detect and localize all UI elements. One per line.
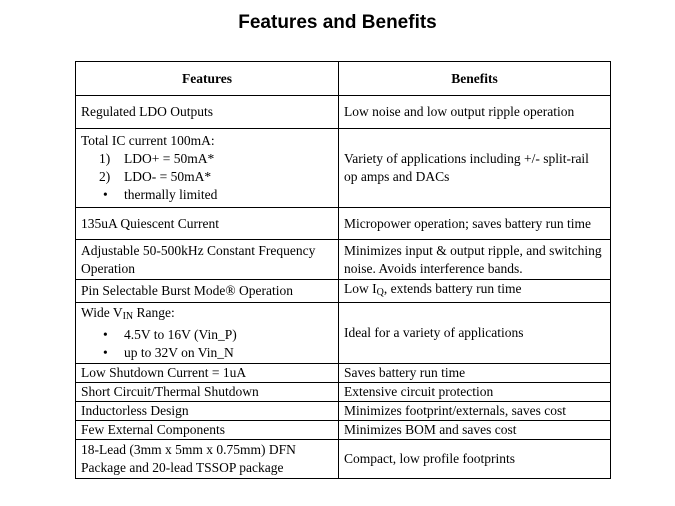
benefit-cell: Low noise and low output ripple operation: [339, 96, 611, 129]
feature-cell: [76, 303, 339, 364]
feature-cell: [76, 129, 339, 208]
benefit-text: Low I: [344, 281, 377, 296]
table-row: [76, 402, 611, 421]
table-row: [76, 240, 611, 280]
benefit-cell: Minimizes footprint/externals, saves cost: [339, 402, 611, 421]
feature-cell: Pin Selectable Burst Mode® Operation: [76, 280, 339, 303]
features-header: Features: [76, 62, 339, 96]
feature-cell: Adjustable 50-500kHz Constant Frequency Operation: [76, 240, 339, 280]
benefits-header: Benefits: [339, 62, 611, 96]
list-item: [81, 186, 333, 204]
feature-cell: Regulated LDO Outputs: [76, 96, 339, 129]
list-item: [81, 150, 333, 168]
feature-cell: 135uA Quiescent Current: [76, 208, 339, 240]
table-header-row: [76, 62, 611, 96]
page-title: Features and Benefits: [238, 12, 437, 33]
table-row: [76, 364, 611, 383]
feature-text: Total IC current 100mA:: [81, 133, 215, 148]
list-item-text: up to 32V on Vin_N: [124, 345, 234, 360]
list-item: [81, 168, 333, 186]
benefit-cell: Saves battery run time: [339, 364, 611, 383]
feature-text: [81, 304, 333, 326]
bullet-icon: •: [103, 187, 108, 202]
benefit-cell: Minimizes BOM and saves cost: [339, 421, 611, 440]
benefit-cell: Micropower operation; saves battery run time: [339, 208, 611, 240]
list-item: [81, 326, 333, 344]
bullet-icon: •: [103, 327, 108, 342]
list-item-text: thermally limited: [124, 187, 218, 202]
subscript: Q: [376, 287, 384, 298]
list-item-text: LDO+ = 50mA*: [124, 151, 215, 166]
list-item-text: 4.5V to 16V (Vin_P): [124, 327, 237, 342]
benefit-cell: Minimizes input & output ripple, and switching noise. Avoids interference bands.: [339, 240, 611, 280]
table-row: [76, 129, 611, 208]
benefit-cell: [339, 280, 611, 303]
table-row: [76, 440, 611, 479]
feature-cell: Few External Components: [76, 421, 339, 440]
table-row: [76, 421, 611, 440]
table-row: [76, 303, 611, 364]
benefit-cell: Compact, low profile footprints: [339, 440, 611, 479]
feature-cell: Low Shutdown Current = 1uA: [76, 364, 339, 383]
table-row: [76, 383, 611, 402]
benefit-cell: Extensive circuit protection: [339, 383, 611, 402]
feature-text-part: Wide V: [81, 305, 123, 320]
feature-cell: Short Circuit/Thermal Shutdown: [76, 383, 339, 402]
benefit-cell: Ideal for a variety of applications: [339, 303, 611, 364]
list-item: [81, 344, 333, 362]
table-row: [76, 96, 611, 129]
features-table: [75, 61, 611, 479]
feature-cell: Inductorless Design: [76, 402, 339, 421]
feature-text-part: Range:: [133, 305, 175, 320]
feature-cell: 18-Lead (3mm x 5mm x 0.75mm) DFN Package and 20-lead TSSOP package: [76, 440, 339, 479]
table-row: [76, 208, 611, 240]
list-item-text: LDO- = 50mA*: [124, 169, 212, 184]
table-row: [76, 280, 611, 303]
subscript: IN: [122, 311, 134, 322]
benefit-text: , extends battery run time: [383, 281, 522, 296]
list-marker: 1): [99, 151, 111, 166]
benefit-cell: Variety of applications including +/- split-rail op amps and DACs: [339, 129, 611, 208]
list-marker: 2): [99, 169, 111, 184]
bullet-icon: •: [103, 345, 108, 360]
